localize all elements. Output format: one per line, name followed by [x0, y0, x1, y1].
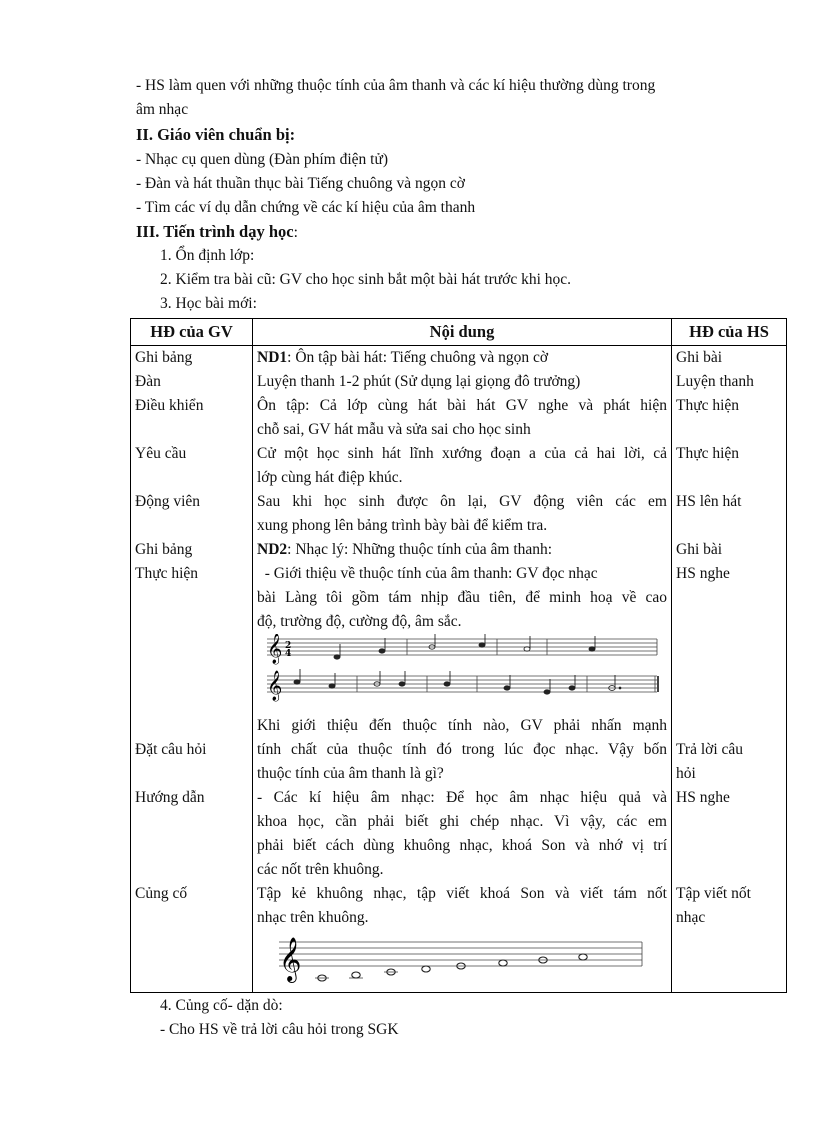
- hs-item: Trả lời câu: [676, 741, 744, 758]
- lesson-table: [130, 318, 787, 993]
- hs-item: HS nghe: [676, 789, 730, 806]
- gv-item: Điều khiển: [135, 397, 204, 414]
- content-line: phải biết cách dùng khuông nhạc, khoá Son và nhớ vị trí: [257, 837, 667, 854]
- content-line: bài Làng tôi gồm tám nhịp đầu tiên, để minh hoạ về cao: [257, 589, 667, 606]
- gv-item: Động viên: [135, 493, 201, 510]
- hs-item: Thực hiện: [676, 397, 740, 414]
- time-signature: 2: [285, 641, 292, 651]
- content-line: Khi giới thiệu đến thuộc tính nào, GV phải nhấn mạnh: [257, 717, 667, 734]
- music-score-eight-notes: [257, 930, 667, 992]
- content-line: xung phong lên bảng trình bày bài để kiểm tra.: [257, 517, 548, 534]
- section4-item: - Cho HS về trả lời câu hỏi trong SGK: [160, 1021, 399, 1038]
- table-header-row: [131, 319, 787, 346]
- treble-clef-icon: 𝄞: [267, 634, 283, 664]
- content-line: Sau khi học sinh được ôn lại, GV động viên các em: [257, 493, 667, 510]
- nd2-label: ND2: [257, 541, 288, 558]
- gv-item: Yêu cầu: [135, 445, 187, 462]
- gv-column: [131, 346, 253, 993]
- content-line: Luyện thanh 1-2 phút (Sử dụng lại giọng đô trưởng): [257, 373, 581, 390]
- hs-item: HS nghe: [676, 565, 730, 582]
- step-2: 2. Kiểm tra bài cũ: GV cho học sinh bắt một bài hát trước khi học.: [160, 271, 572, 288]
- content-line: tính chất của thuộc tính đó trong lúc đọc nhạc. Vậy bốn: [257, 741, 667, 758]
- hs-item: Ghi bài: [676, 349, 723, 366]
- content-line: khoa học, cần phải biết ghi chép nhạc. Vì vậy, các em: [257, 813, 667, 830]
- nd1-text: : Ôn tập bài hát: Tiếng chuông và ngọn cờ: [287, 349, 549, 366]
- hs-item: Luyện thanh: [676, 373, 754, 390]
- content-line: Ôn tập: Cả lớp cùng hát bài hát GV nghe và phát hiện: [257, 397, 667, 414]
- table-body-row: [131, 346, 787, 993]
- treble-clef-icon: 𝄞: [279, 937, 302, 981]
- content-line: - Các kí hiệu âm nhạc: Để học âm nhạc hiệu quả và: [257, 789, 667, 806]
- nd1-line: [257, 346, 667, 370]
- nd2-line: [257, 538, 667, 562]
- gv-item: Ghi bảng: [135, 541, 193, 558]
- section3-heading-colon: :: [293, 224, 298, 241]
- gv-item: Đàn: [135, 373, 161, 390]
- section3-heading: III. Tiến trình dạy học: [136, 222, 294, 241]
- nd2-text: : Nhạc lý: Những thuộc tính của âm thanh:: [287, 541, 553, 558]
- gv-item: Đặt câu hỏi: [135, 741, 207, 758]
- section2-item-3: - Tìm các ví dụ dẫn chứng về các kí hiệu của âm thanh: [136, 199, 476, 216]
- content-line: độ, trường độ, cường độ, âm sắc.: [257, 613, 462, 630]
- header-hs: HĐ của HS: [672, 319, 787, 346]
- gv-item: Củng cố: [135, 885, 188, 902]
- section4-heading: 4. Củng cố- dặn dò:: [160, 997, 283, 1014]
- step-3: 3. Học bài mới:: [160, 295, 257, 312]
- hs-item: hỏi: [676, 765, 696, 782]
- section3-heading-row: [136, 220, 298, 245]
- content-line: Tập kẻ khuông nhạc, tập viết khoá Son và viết tám nốt: [257, 885, 667, 902]
- content-line: - Giới thiệu về thuộc tính của âm thanh: GV đọc nhạc: [257, 565, 598, 582]
- content-line: các nốt trên khuông.: [257, 861, 384, 878]
- hs-item: Thực hiện: [676, 445, 740, 462]
- time-signature: 4: [285, 649, 292, 659]
- step-1: 1. Ổn định lớp:: [160, 247, 255, 264]
- content-line: nhạc trên khuông.: [257, 909, 369, 926]
- treble-clef-icon: 𝄞: [267, 671, 283, 701]
- gv-item: Ghi bảng: [135, 349, 193, 366]
- content-line: chỗ sai, GV hát mẫu và sửa sai cho học sinh: [257, 421, 531, 438]
- section2-item-1: - Nhạc cụ quen dùng (Đàn phím điện tử): [136, 151, 389, 168]
- content-line: thuộc tính của âm thanh là gì?: [257, 765, 444, 782]
- hs-column: [672, 346, 787, 993]
- content-line: lớp cùng hát điệp khúc.: [257, 469, 403, 486]
- nd1-label: ND1: [257, 349, 288, 366]
- header-gv: HĐ của GV: [131, 319, 253, 346]
- gv-item: Hướng dẫn: [135, 789, 205, 806]
- hs-item: HS lên hát: [676, 493, 742, 510]
- hs-item: nhạc: [676, 909, 706, 926]
- section2-heading: II. Giáo viên chuẩn bị:: [136, 125, 296, 144]
- content-column: [253, 346, 672, 993]
- intro-line-1: - HS làm quen với những thuộc tính của âm thanh và các kí hiệu thường dùng trong: [136, 77, 656, 94]
- content-line: Cử một học sinh hát lĩnh xướng đoạn a của cả hai lời, cả: [257, 445, 667, 462]
- header-content: Nội dung: [253, 319, 672, 346]
- gv-item: Thực hiện: [135, 565, 199, 582]
- hs-item: Tập viết nốt: [676, 885, 751, 902]
- section2-item-2: - Đàn và hát thuần thục bài Tiếng chuông và ngọn cờ: [136, 175, 465, 192]
- music-score-lang-toi: [257, 634, 667, 714]
- intro-line-2: âm nhạc: [136, 101, 189, 118]
- hs-item: Ghi bài: [676, 541, 723, 558]
